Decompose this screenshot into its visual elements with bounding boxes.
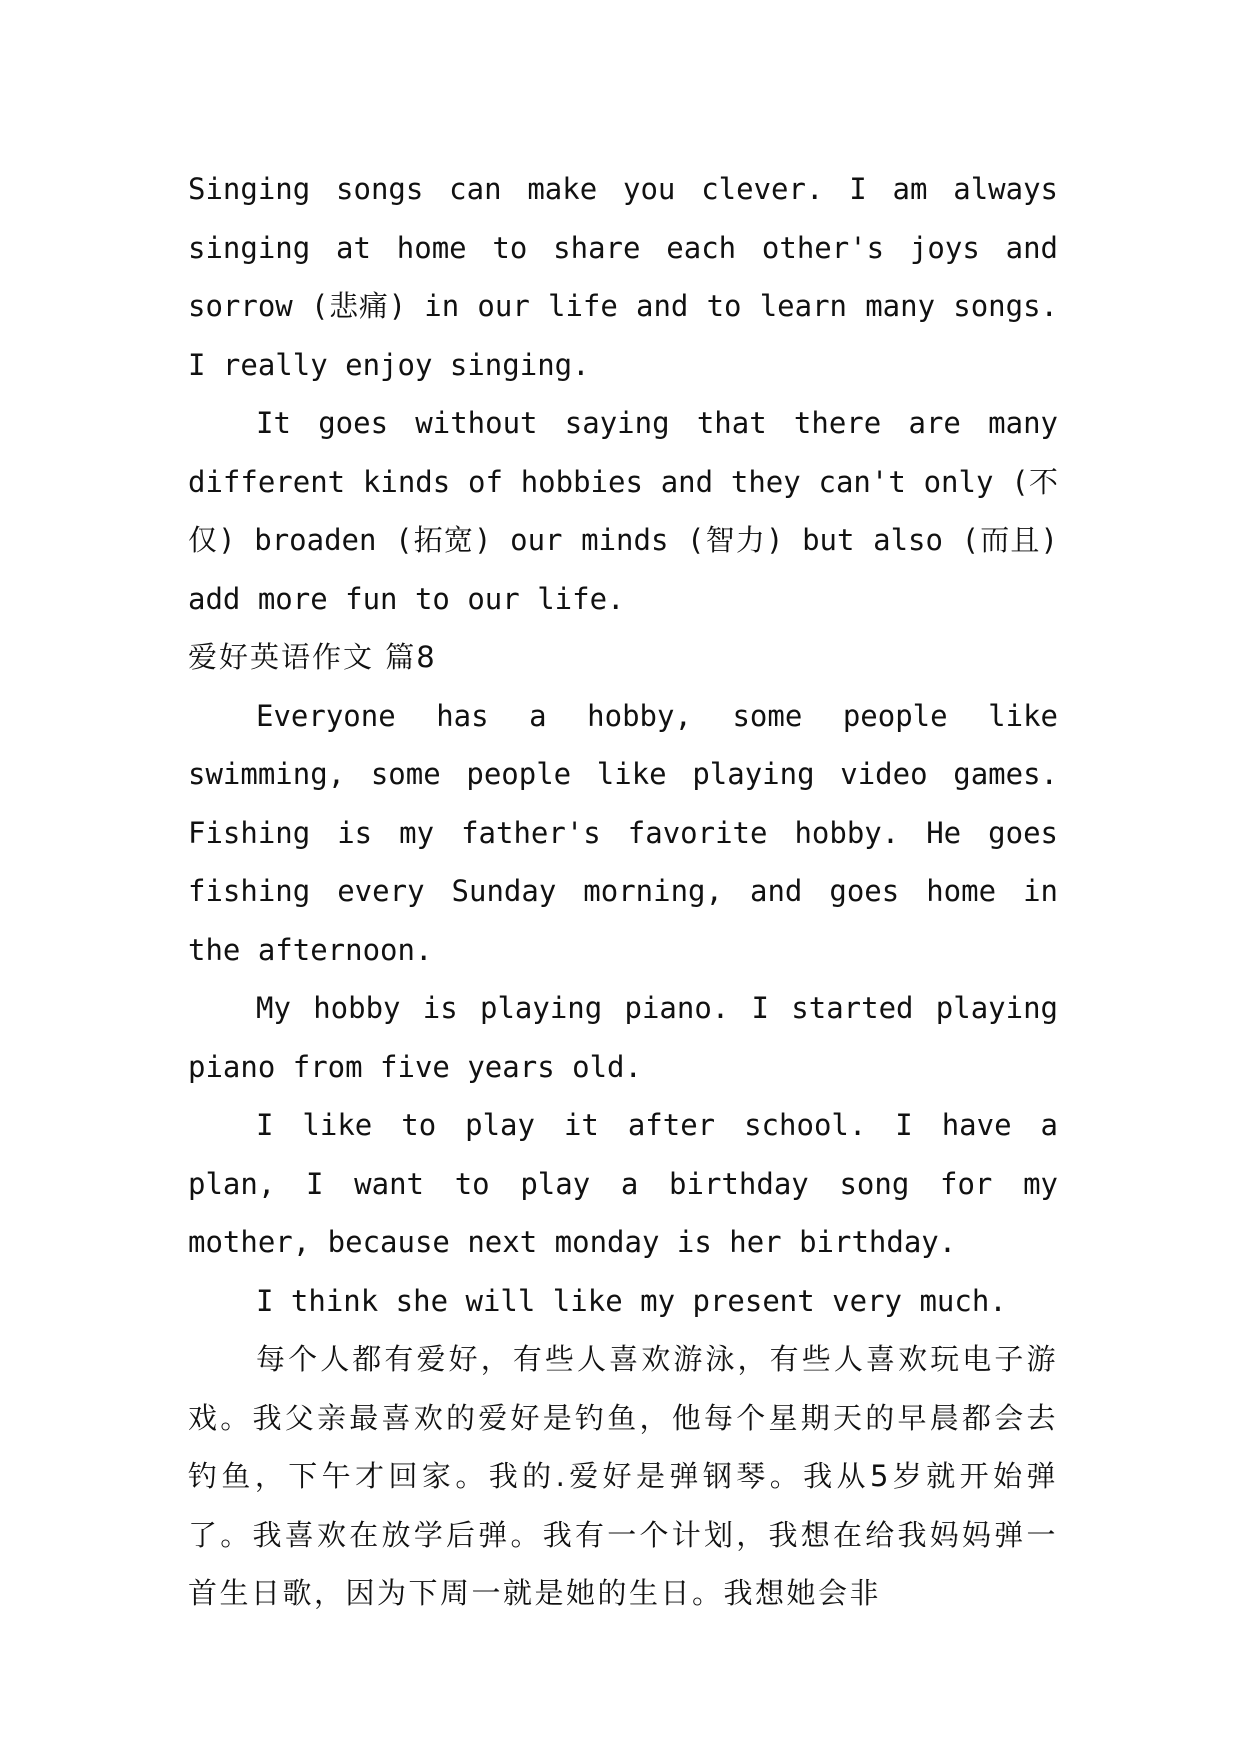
- paragraph-everyone-hobby: Everyone has a hobby, some people like swimming, some people like playing video games. Fishing is my father's favorite hobby. He goes fishing every Sunday morning, and goes home in the afternoon.: [188, 698, 1058, 967]
- paragraph-birthday-plan: I like to play it after school. I have a plan, I want to play a birthday song for my mother, because next monday is her birthday.: [188, 1108, 1058, 1259]
- document-page: [188, 160, 1058, 1623]
- paragraph-chinese-translation: 每个人都有爱好，有些人喜欢游泳，有些人喜欢玩电子游戏。我父亲最喜欢的爱好是钓鱼，他每个星期天的早晨都会去钓鱼，下午才回家。我的.爱好是弹钢琴。我从5岁就开始弹了。我喜欢在放学后弹。我有一个计划，我想在给我妈妈弹一首生日歌，因为下周一就是她的生日。我想她会非: [188, 1342, 1058, 1610]
- paragraph-singing: Singing songs can make you clever. I am always singing at home to share each other's joys and sorrow (悲痛) in our life and to learn many songs. I really enjoy singing.: [188, 172, 1058, 382]
- section-heading: 爱好英语作文 篇8: [188, 640, 437, 674]
- paragraph-piano-hobby: My hobby is playing piano. I started playing piano from five years old.: [188, 991, 1058, 1084]
- paragraph-hobbies-broaden: It goes without saying that there are many different kinds of hobbies and they can't only (不仅) broaden (拓宽) our minds (智力) but also (而且) add more fun to our life.: [188, 406, 1058, 616]
- paragraph-present: I think she will like my present very much.: [256, 1283, 1007, 1318]
